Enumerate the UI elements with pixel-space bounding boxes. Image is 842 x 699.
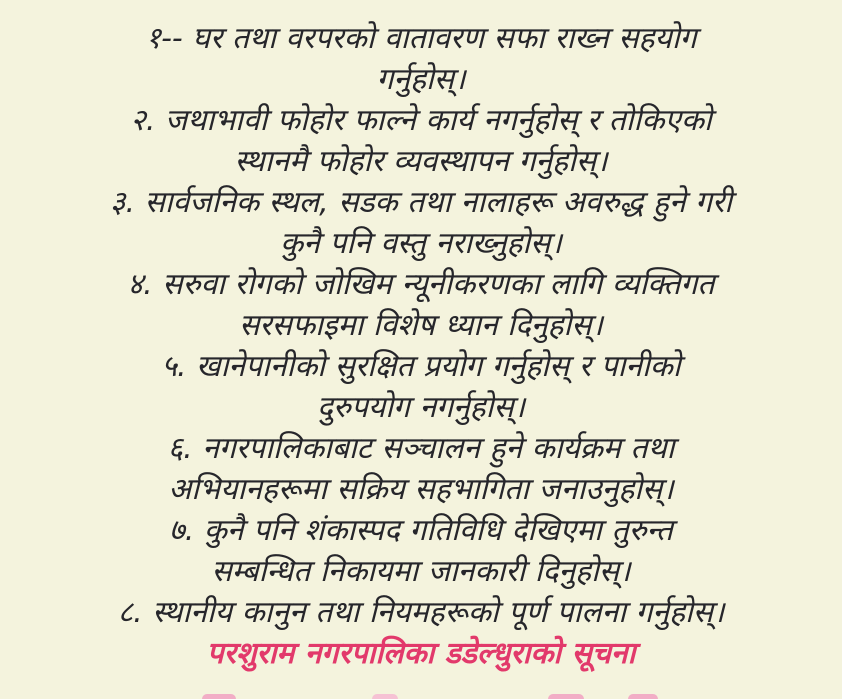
cutoff-glyph-fragment [548, 694, 584, 699]
notice-item-५-line-2: दुरुपयोग नगर्नुहोस्। [316, 390, 526, 425]
notice-item-७-line-1: ७. कुनै पनि शंकास्पद गतिविधि देखिएमा तुरुन्त [169, 513, 673, 548]
notice-item-४-line-1: ४. सरुवा रोगको जोखिम न्यूनीकरणका लागि व्यक्तिगत [127, 267, 715, 302]
notice-item-२-line-1: २. जथाभावी फोहोर फाल्ने कार्य नगर्नुहोस् र तोकिएको [130, 103, 712, 138]
notice-item-७-line-2: सम्बन्धित निकायमा जानकारी दिनुहोस्। [211, 554, 631, 589]
notice-item-२-line-2: स्थानमै फोहोर व्यवस्थापन गर्नुहोस्। [234, 144, 608, 179]
cutoff-glyph-fragment [372, 694, 398, 699]
notice-footer: परशुराम नगरपालिका डडेल्धुराको सूचना [206, 636, 636, 671]
notice-item-६-line-1: ६. नगरपालिकाबाट सञ्चालन हुने कार्यक्रम तथा [167, 431, 675, 466]
notice-item-१-line-1: १-- घर तथा वरपरको वातावरण सफा राख्न सहयोग [145, 21, 697, 56]
cutoff-glyph-fragment [202, 694, 236, 699]
notice-item-३-line-1: ३. सार्वजनिक स्थल, सडक तथा नालाहरू अवरुद्ध हुने गरी [109, 185, 733, 220]
cutoff-line-fragments [0, 689, 842, 699]
notice-item-१-line-2: गर्नुहोस्। [376, 62, 466, 97]
notice-item-६-line-2: अभियानहरूमा सक्रिय सहभागिता जनाउनुहोस्। [168, 472, 674, 507]
notice-item-५-line-1: ५. खानेपानीको सुरक्षित प्रयोग गर्नुहोस् र पानीको [161, 349, 681, 384]
notice-item-४-line-2: सरसफाइमा विशेष ध्यान दिनुहोस्। [239, 308, 603, 343]
cutoff-glyph-fragment [628, 694, 658, 699]
notice-item-३-line-2: कुनै पनि वस्तु नराख्नुहोस्। [280, 226, 562, 261]
notice-item-८-line-1: ८. स्थानीय कानुन तथा नियमहरूको पूर्ण पालना गर्नुहोस्। [117, 595, 725, 630]
